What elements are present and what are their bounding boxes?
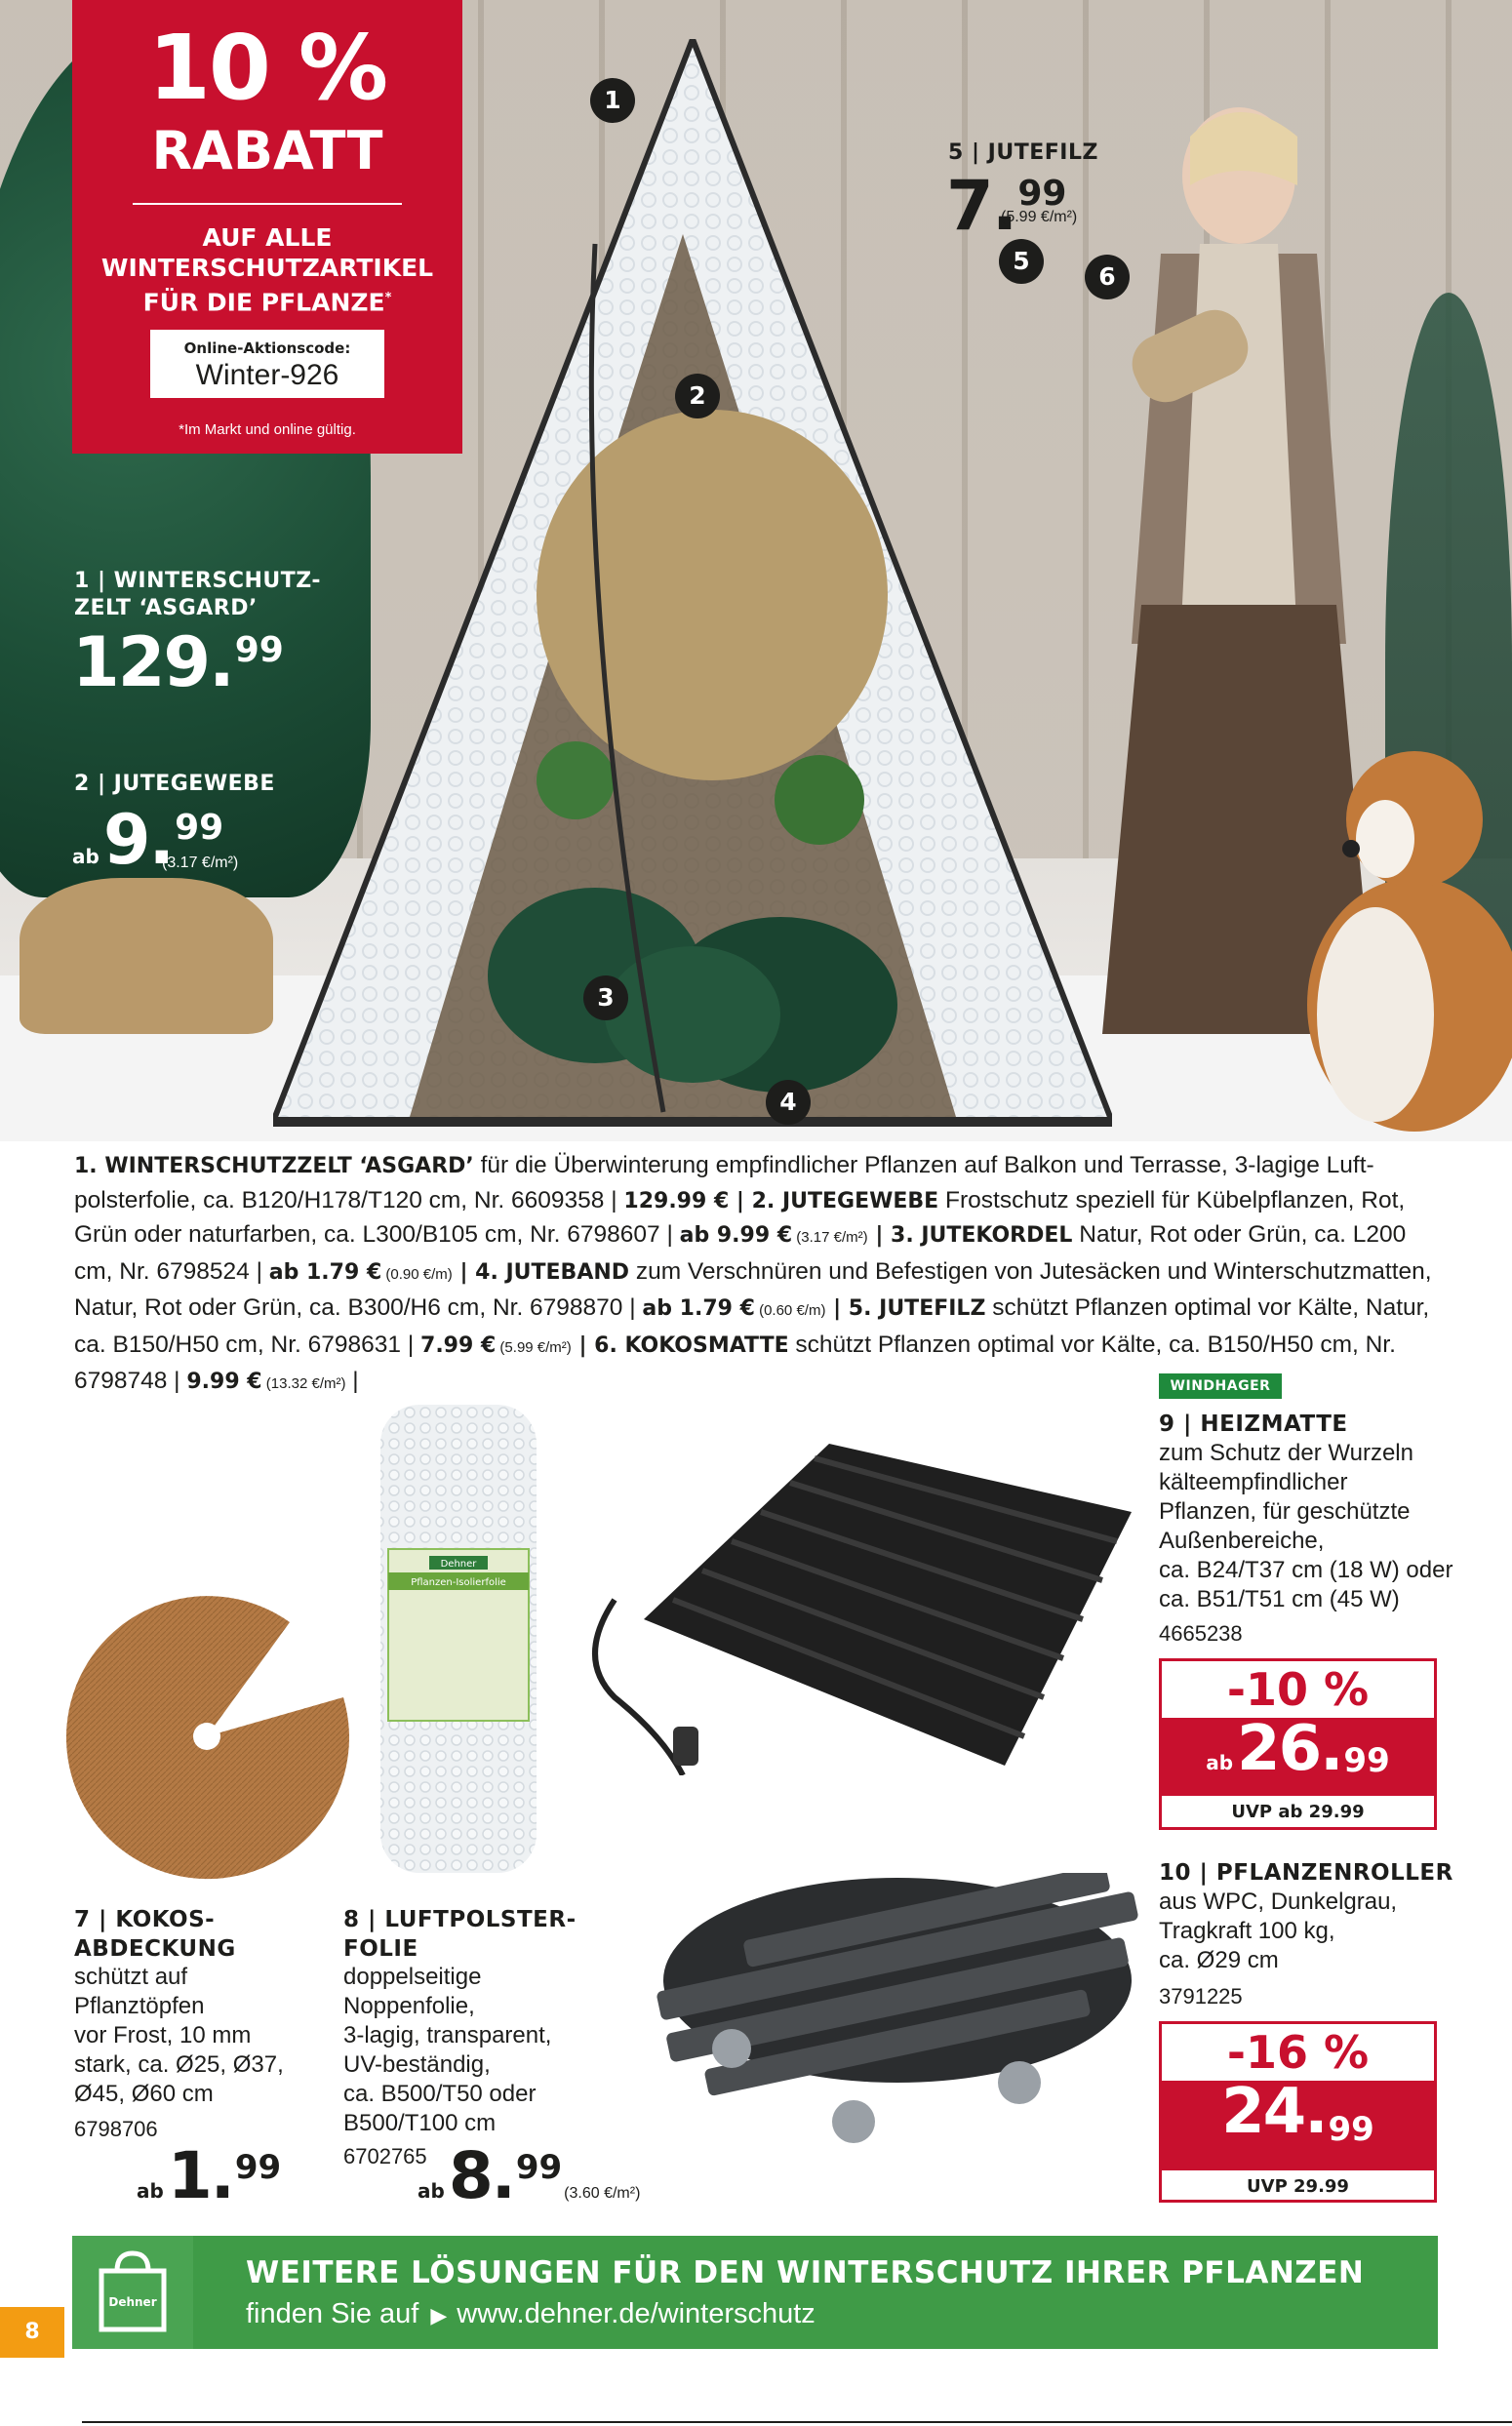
price-int: 24 xyxy=(1221,2076,1305,2148)
product-text-line: Pflanzen, für geschützte xyxy=(1159,1498,1411,1525)
price-unit: (5.99 €/m²) xyxy=(1001,209,1078,225)
product7-price xyxy=(137,2138,282,2213)
product10-price-box xyxy=(1159,2021,1437,2203)
price-int: 9 xyxy=(102,800,149,880)
price-dec: 99 xyxy=(234,630,284,670)
price-ab: ab xyxy=(137,2179,164,2203)
marker-6: 6 xyxy=(1085,255,1130,299)
desc-text: schützt Pflanzen optimal vor Kälte, ca. B150/H50 cm, Nr. 6798748 | xyxy=(74,1331,1396,1394)
product8-number: 6702765 xyxy=(343,2144,427,2168)
price-dot: . xyxy=(1320,1713,1344,1785)
marker-4: 4 xyxy=(766,1080,811,1125)
product-text-line: kälteempfindlicher xyxy=(1159,1469,1348,1495)
price-ab: ab xyxy=(72,845,99,868)
winterschutz-banner[interactable] xyxy=(72,2236,1438,2349)
product8-text xyxy=(343,1963,551,2138)
product9-text xyxy=(1159,1439,1452,1614)
product-title-line: FOLIE xyxy=(343,1936,418,1962)
price-dot: . xyxy=(148,800,176,880)
heating-mat-image xyxy=(556,1405,1141,1775)
desc-title: | 6. KOKOSMATTE xyxy=(571,1332,789,1358)
tag-title-5: 5 | JUTEFILZ xyxy=(948,140,1098,165)
product-description xyxy=(74,1149,1450,1402)
desc-unit: (0.90 €/m) xyxy=(381,1265,453,1283)
price-unit: (3.60 €/m²) xyxy=(564,2185,641,2202)
price-2 xyxy=(72,800,239,880)
desc-title: | 4. JUTEBAND xyxy=(452,1259,630,1285)
price-dec: 99 xyxy=(175,808,224,848)
roll-brand: Dehner xyxy=(440,1559,477,1570)
product-title-line: 7 | KOKOS- xyxy=(74,1907,216,1932)
product7-title xyxy=(74,1905,236,1964)
product-title-line: 8 | LUFTPOLSTER- xyxy=(343,1907,577,1932)
desc-price: 7.99 € xyxy=(420,1332,497,1358)
desc-title: | 5. JUTEFILZ xyxy=(825,1296,986,1321)
desc-title: 1. WINTERSCHUTZZELT ‘ASGARD’ xyxy=(74,1154,474,1178)
desc-price: 9.99 € xyxy=(186,1370,262,1394)
desc-unit: (0.60 €/m) xyxy=(754,1302,826,1319)
burlap-sack xyxy=(20,878,273,1034)
product-text-line: Pflanztöpfen xyxy=(74,1993,205,2019)
price-dot: . xyxy=(991,166,1018,246)
website-link[interactable]: www.dehner.de/winterschutz xyxy=(457,2298,816,2329)
desc-text: | xyxy=(345,1368,359,1394)
promo-subtitle xyxy=(72,222,462,317)
price-dot: . xyxy=(1304,2076,1329,2148)
promo-percent: 10 % xyxy=(147,16,387,120)
promo-footnote: *Im Markt und online gültig. xyxy=(179,421,356,438)
price-int: 8 xyxy=(448,2138,492,2213)
product-text-line: doppelseitige xyxy=(343,1964,482,1990)
desc-text: Natur, Rot oder Grün, ca. L200 cm, Nr. 6798524 | xyxy=(74,1221,1407,1285)
product10-title: 10 | PFLANZENROLLER xyxy=(1159,1860,1453,1886)
product-text-line: stark, ca. Ø25, Ø37, xyxy=(74,2051,284,2078)
tag-title-2: 2 | JUTEGEWEBE xyxy=(74,772,275,796)
banner-title: WEITERE LÖSUNGEN FÜR DEN WINTERSCHUTZ IHRER PFLANZEN xyxy=(246,2255,1365,2290)
desc-price: ab 1.79 € xyxy=(268,1259,382,1285)
product-text-line: vor Frost, 10 mm xyxy=(74,2022,252,2048)
price-int: 129 xyxy=(72,622,210,702)
dog-figure xyxy=(1268,722,1512,1132)
product-text-line: Außenbereiche, xyxy=(1159,1528,1325,1554)
desc-text: zum Verschnüren und Befestigen von Jutesäcken und Winterschutzmatten, Natur, Rot oder Grün, ca. B300/H6 cm, Nr. 6798870 | xyxy=(74,1257,1432,1321)
promo-footnote-mark: * xyxy=(384,291,392,305)
price-ab: ab xyxy=(1206,1751,1234,1774)
product-title-line: ABDECKUNG xyxy=(74,1936,236,1962)
product8-price xyxy=(418,2138,641,2213)
desc-text: für die Überwinterung empfindlicher Pflanzen auf Balkon und Terrasse, 3-lagige Luftpolsterfolie, ca. B120/H178/T120 cm, Nr. 6609358 | xyxy=(74,1152,1374,1213)
promo-divider xyxy=(133,203,402,205)
shopping-bag-icon xyxy=(72,2236,193,2349)
product-text-line: 3-lagig, transparent, xyxy=(343,2022,552,2048)
product-text-line: zum Schutz der Wurzeln xyxy=(1159,1440,1413,1466)
marker-1: 1 xyxy=(590,78,635,123)
product-text-line: schützt auf xyxy=(74,1964,188,1990)
product-text-line: B500/T100 cm xyxy=(343,2110,497,2136)
price-band xyxy=(1162,2076,1434,2170)
price-dec: 99 xyxy=(1328,2110,1374,2149)
desc-price: 129.99 € xyxy=(623,1188,730,1213)
promo-sub-line xyxy=(72,283,462,317)
banner-sub-prefix: finden Sie auf xyxy=(246,2298,419,2329)
product-text-line: aus WPC, Dunkelgrau, xyxy=(1159,1889,1398,1915)
windhager-logo: WINDHAGER xyxy=(1159,1373,1282,1399)
discount-percent: -16 % xyxy=(1226,2026,1370,2079)
promo-code-value[interactable]: Winter-926 xyxy=(195,359,339,391)
tag-line: ZELT ‘ASGARD’ xyxy=(74,596,258,620)
price-1 xyxy=(72,622,284,702)
price-unit: (3.17 €/m²) xyxy=(162,855,239,871)
product-text-line: ca. Ø29 cm xyxy=(1159,1947,1279,1973)
desc-text: Frostschutz speziell für Kübelpflanzen, Rot, Grün oder naturfarben, ca. L300/B105 cm, Nr. 6798607 | xyxy=(74,1186,1406,1248)
marker-2: 2 xyxy=(675,374,720,418)
price-dec: 99 xyxy=(1017,174,1067,214)
bubble-wrap-roll-image xyxy=(371,1405,546,1873)
product-text-line: ca. B24/T37 cm (18 W) oder xyxy=(1159,1557,1453,1583)
product9-title: 9 | HEIZMATTE xyxy=(1159,1412,1348,1437)
uvp-price: UVP ab 29.99 xyxy=(1231,1802,1365,1822)
product9-price-box xyxy=(1159,1658,1437,1830)
promo-sub-line: AUF ALLE xyxy=(202,223,333,252)
marker-3: 3 xyxy=(583,975,628,1020)
price-dec: 99 xyxy=(234,2148,282,2187)
product8-title xyxy=(343,1905,577,1964)
price-band xyxy=(1162,1713,1434,1796)
desc-text: schützt Pflanzen optimal vor Kälte, Natur, ca. B150/H50 cm, Nr. 6798631 | xyxy=(74,1294,1430,1358)
product-text-line: UV-beständig, xyxy=(343,2051,491,2078)
desc-unit: (3.17 €/m²) xyxy=(792,1229,868,1246)
shopping-bag-icon-box xyxy=(72,2236,193,2349)
desc-title: | 3. JUTEKORDEL xyxy=(867,1223,1073,1248)
price-5 xyxy=(946,166,1078,246)
promo-code-box[interactable] xyxy=(150,330,384,398)
tag-line: 1 | WINTERSCHUTZ- xyxy=(74,569,321,593)
product7-text xyxy=(74,1963,284,2109)
page-number: 8 xyxy=(0,2307,64,2358)
discount-promo-box xyxy=(72,0,462,454)
tag-title-1 xyxy=(74,568,321,622)
arrow-right-icon: ▶ xyxy=(430,2303,448,2327)
discount-percent: -10 % xyxy=(1226,1663,1370,1716)
product7-number: 6798706 xyxy=(74,2117,158,2141)
price-dot: . xyxy=(491,2138,516,2213)
desc-unit: (13.32 €/m²) xyxy=(261,1375,346,1392)
desc-price: ab 9.99 € xyxy=(679,1223,793,1248)
product-text-line: Noppenfolie, xyxy=(343,1993,475,2019)
product-text-line: ca. B500/T50 oder xyxy=(343,2081,537,2107)
product10-number: 3791225 xyxy=(1159,1984,1243,2008)
banner-subtitle xyxy=(246,2298,816,2330)
plant-roller-image xyxy=(634,1873,1141,2166)
desc-unit: (5.99 €/m²) xyxy=(496,1338,572,1356)
product-text-line: Ø45, Ø60 cm xyxy=(74,2081,214,2107)
price-int: 1 xyxy=(167,2138,211,2213)
product-text-line: Tragkraft 100 kg, xyxy=(1159,1918,1335,1944)
price-dec: 99 xyxy=(515,2148,563,2187)
price-dot: . xyxy=(210,2138,235,2213)
marker-5: 5 xyxy=(999,239,1044,284)
product10-text xyxy=(1159,1888,1397,1975)
product-text-line: ca. B51/T51 cm (45 W) xyxy=(1159,1586,1400,1612)
price-ab: ab xyxy=(418,2179,445,2203)
coco-disc-image xyxy=(60,1590,353,1883)
uvp-price: UVP 29.99 xyxy=(1247,2176,1349,2197)
promo-rabatt: RABATT xyxy=(151,120,383,181)
promo-sub-text: FÜR DIE PFLANZE xyxy=(142,288,385,317)
footer-divider xyxy=(82,2421,1512,2423)
price-dot: . xyxy=(209,622,235,702)
promo-sub-line: WINTERSCHUTZARTIKEL xyxy=(100,254,434,282)
product9-number: 4665238 xyxy=(1159,1621,1243,1646)
price-dec: 99 xyxy=(1343,1741,1390,1780)
promo-code-label: Online-Aktionscode: xyxy=(183,339,351,357)
roll-label: Pflanzen-Isolierfolie xyxy=(411,1577,506,1588)
price-int: 26 xyxy=(1237,1713,1321,1785)
desc-price: ab 1.79 € xyxy=(642,1296,755,1321)
desc-title: | 2. JUTEGEWEBE xyxy=(729,1188,939,1213)
price-int: 7 xyxy=(946,166,992,246)
bag-label: Dehner xyxy=(108,2295,157,2309)
